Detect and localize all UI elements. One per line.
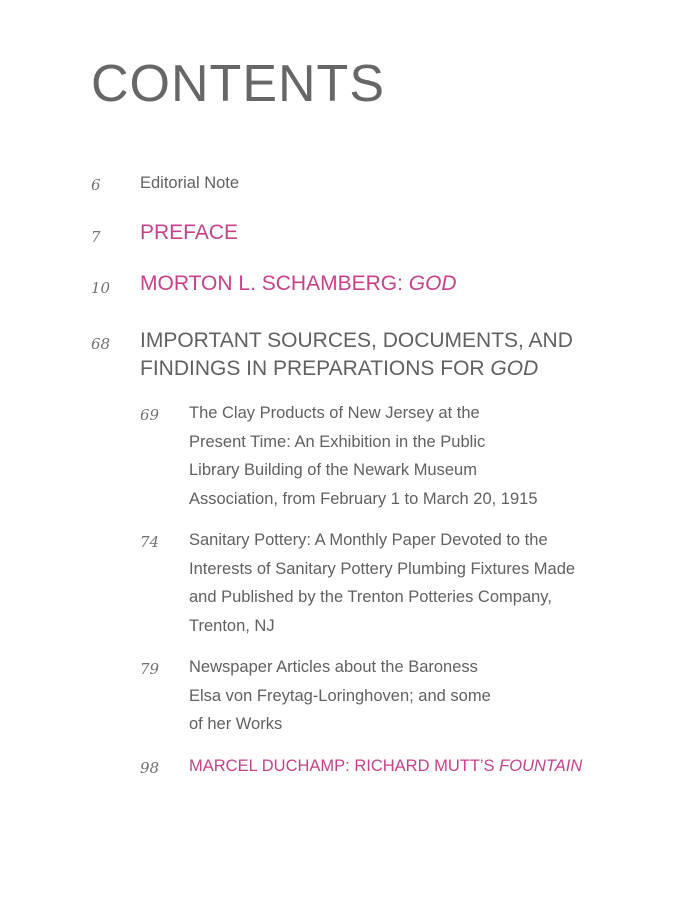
entry-title: Editorial Note: [140, 174, 240, 192]
entry-title-line: Association, from February 1 to March 20, 1915: [189, 489, 538, 508]
entry-title-line: of her Works: [189, 715, 283, 733]
page-number: 6: [91, 176, 101, 194]
entry-title-line: and Published by the Trenton Potteries Company,: [189, 588, 552, 606]
entry-title-line: IMPORTANT SOURCES, DOCUMENTS, AND: [140, 329, 573, 352]
page-title: CONTENTS: [91, 55, 385, 113]
page-number: 7: [91, 228, 101, 246]
entry-title: PREFACE: [140, 221, 239, 244]
page-number: 79: [140, 660, 160, 678]
entry-title-line: Library Building of the Newark Museum: [189, 461, 477, 479]
page-number: 98: [140, 759, 160, 777]
page-number: 68: [91, 335, 111, 353]
entry-title-line: Newspaper Articles about the Baroness: [189, 658, 478, 676]
page-number: 74: [140, 533, 160, 551]
entry-title: MORTON L. SCHAMBERG: GOD: [140, 272, 457, 295]
entry-title-line: Interests of Sanitary Pottery Plumbing Fixtures Made: [189, 559, 576, 578]
entry-title-line: Elsa von Freytag-Loringhoven; and some: [189, 686, 491, 705]
entry-title-line: FINDINGS IN PREPARATIONS FOR GOD: [140, 357, 539, 380]
entry-title-line: Trenton, NJ: [189, 616, 275, 635]
entry-title-line: Present Time: An Exhibition in the Public: [189, 432, 486, 451]
entry-title: MARCEL DUCHAMP: RICHARD MUTT’S FOUNTAIN: [189, 757, 583, 775]
entry-title-line: Sanitary Pottery: A Monthly Paper Devoted to the: [189, 531, 548, 549]
page-number: 69: [140, 406, 160, 424]
page-number: 10: [91, 279, 111, 297]
entry-title-line: The Clay Products of New Jersey at the: [189, 404, 480, 422]
